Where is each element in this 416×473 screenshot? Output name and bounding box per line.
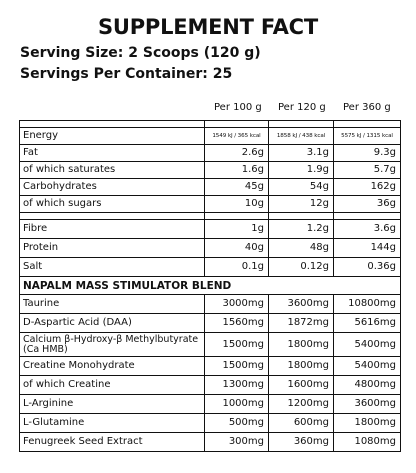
value-per-360g: 36g (334, 196, 401, 213)
value-per-120g: 48g (269, 239, 334, 258)
spacer-cell (205, 213, 269, 220)
value-per-360g: 4800mg (334, 376, 401, 395)
column-header-per-120g: Per 120 g (278, 102, 326, 113)
servings-per-container: Servings Per Container: 25 (20, 66, 233, 82)
nutrient-label: Carbohydrates (20, 179, 205, 196)
serving-size: Serving Size: 2 Scoops (120 g) (20, 45, 261, 61)
value-per-100g: 1560mg (205, 314, 269, 333)
value-per-120g: 12g (269, 196, 334, 213)
table-row (20, 239, 401, 258)
value-per-100g: 300mg (205, 433, 269, 452)
ingredient-label: Creatine Monohydrate (20, 357, 205, 376)
value-per-360g: 144g (334, 239, 401, 258)
blend-title: NAPALM MASS STIMULATOR BLEND (20, 277, 401, 295)
ingredient-label: Calcium β-Hydroxy-β Methylbutyrate (Ca HMB) (20, 333, 205, 357)
value-per-360g: 0.36g (334, 258, 401, 277)
value-per-120g: 0.12g (269, 258, 334, 277)
table-row (20, 314, 401, 333)
value-per-120g: 3600mg (269, 295, 334, 314)
value-per-360g: 3.6g (334, 220, 401, 239)
spacer-cell (205, 121, 269, 128)
value-per-360g: 5400mg (334, 357, 401, 376)
table-row (20, 162, 401, 179)
value-per-100g: 45g (205, 179, 269, 196)
value-per-120g: 1800mg (269, 357, 334, 376)
value-per-100g: 1500mg (205, 357, 269, 376)
ingredient-label: of which Creatine (20, 376, 205, 395)
column-header-per-360g: Per 360 g (343, 102, 391, 113)
table-row (20, 196, 401, 213)
ingredient-label: Fenugreek Seed Extract (20, 433, 205, 452)
blend-header-row (20, 277, 401, 295)
spacer-cell (334, 121, 401, 128)
value-per-120g: 54g (269, 179, 334, 196)
value-per-120g: 1600mg (269, 376, 334, 395)
table-row (20, 145, 401, 162)
value-per-100g: 1g (205, 220, 269, 239)
spacer-cell (20, 121, 205, 128)
table-spacer-row (20, 213, 401, 220)
table-row (20, 258, 401, 277)
value-per-360g: 10800mg (334, 295, 401, 314)
value-per-120g: 1.2g (269, 220, 334, 239)
energy-per-360g: 5575 kJ / 1315 kcal (334, 128, 401, 145)
table-row (20, 179, 401, 196)
spacer-cell (20, 213, 205, 220)
table-row (20, 376, 401, 395)
table-spacer-row (20, 121, 401, 128)
supplement-facts-table (19, 120, 401, 452)
table-row (20, 333, 401, 357)
spacer-cell (334, 213, 401, 220)
table-row (20, 357, 401, 376)
nutrient-label: Protein (20, 239, 205, 258)
table-row-energy (20, 128, 401, 145)
table-row (20, 295, 401, 314)
nutrient-label: of which saturates (20, 162, 205, 179)
value-per-360g: 3600mg (334, 395, 401, 414)
value-per-100g: 10g (205, 196, 269, 213)
value-per-100g: 1500mg (205, 333, 269, 357)
value-per-120g: 600mg (269, 414, 334, 433)
value-per-100g: 0.1g (205, 258, 269, 277)
value-per-100g: 1.6g (205, 162, 269, 179)
ingredient-label: L-Glutamine (20, 414, 205, 433)
spacer-cell (269, 121, 334, 128)
value-per-360g: 5400mg (334, 333, 401, 357)
spacer-cell (269, 213, 334, 220)
value-per-360g: 9.3g (334, 145, 401, 162)
value-per-120g: 1872mg (269, 314, 334, 333)
page-title: SUPPLEMENT FACT (97, 15, 319, 39)
nutrient-label: Fibre (20, 220, 205, 239)
table-row (20, 433, 401, 452)
ingredient-label: L-Arginine (20, 395, 205, 414)
energy-per-120g: 1858 kJ / 438 kcal (269, 128, 334, 145)
ingredient-label: Taurine (20, 295, 205, 314)
value-per-120g: 1800mg (269, 333, 334, 357)
value-per-360g: 1080mg (334, 433, 401, 452)
value-per-360g: 5.7g (334, 162, 401, 179)
energy-label: Energy (20, 128, 205, 145)
ingredient-label: D-Aspartic Acid (DAA) (20, 314, 205, 333)
value-per-120g: 360mg (269, 433, 334, 452)
value-per-100g: 40g (205, 239, 269, 258)
value-per-100g: 2.6g (205, 145, 269, 162)
table-row (20, 220, 401, 239)
table-row (20, 395, 401, 414)
value-per-100g: 1300mg (205, 376, 269, 395)
value-per-100g: 500mg (205, 414, 269, 433)
nutrient-label: Fat (20, 145, 205, 162)
column-header-per-100g: Per 100 g (214, 102, 262, 113)
value-per-120g: 1200mg (269, 395, 334, 414)
value-per-100g: 3000mg (205, 295, 269, 314)
value-per-360g: 1800mg (334, 414, 401, 433)
value-per-100g: 1000mg (205, 395, 269, 414)
table-row (20, 414, 401, 433)
value-per-360g: 162g (334, 179, 401, 196)
value-per-120g: 1.9g (269, 162, 334, 179)
value-per-360g: 5616mg (334, 314, 401, 333)
energy-per-100g: 1549 kJ / 365 kcal (205, 128, 269, 145)
nutrient-label: of which sugars (20, 196, 205, 213)
value-per-120g: 3.1g (269, 145, 334, 162)
nutrient-label: Salt (20, 258, 205, 277)
